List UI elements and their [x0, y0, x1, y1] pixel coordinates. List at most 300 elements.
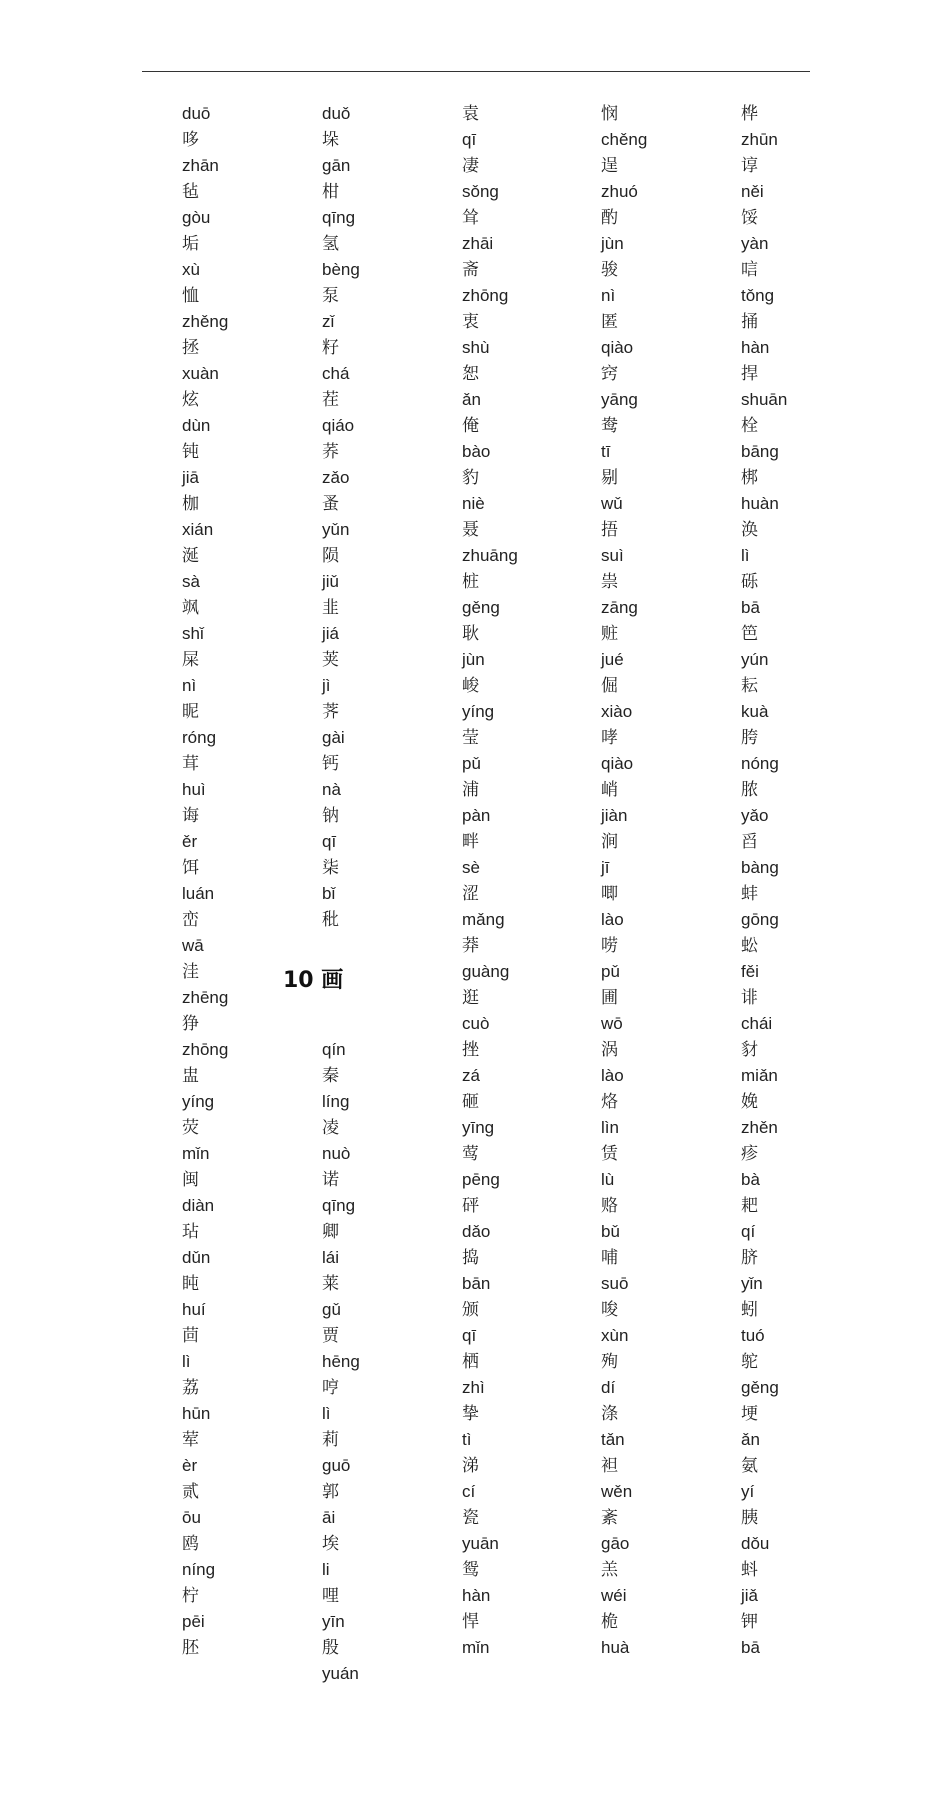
pinyin-entry: zāng [601, 598, 638, 617]
pinyin-entry: zhān [182, 156, 219, 175]
character-entry: 浦 [462, 780, 479, 800]
pinyin-entry: yuán [322, 1664, 359, 1683]
character-entry: 唆 [601, 1300, 618, 1320]
pinyin-entry: xuàn [182, 364, 219, 383]
character-entry: 倔 [601, 676, 618, 696]
character-entry: 涣 [741, 520, 758, 540]
character-entry: 捅 [741, 312, 758, 332]
pinyin-entry: tī [601, 442, 611, 461]
pinyin-entry: tuó [741, 1326, 765, 1345]
column-1 [182, 101, 302, 1661]
character-entry: 毡 [182, 182, 199, 202]
pinyin-entry: yīn [322, 1612, 345, 1631]
character-entry: 俺 [462, 416, 479, 436]
character-entry: 峭 [601, 780, 618, 800]
character-entry: 蚣 [741, 936, 758, 956]
character-entry: 唠 [601, 936, 618, 956]
pinyin-entry: gěng [741, 1378, 779, 1397]
character-entry: 洼 [182, 962, 199, 982]
character-entry: 笆 [741, 624, 758, 644]
pinyin-entry: xù [182, 260, 200, 279]
character-entry: 砸 [462, 1092, 479, 1112]
pinyin-entry: tǎn [601, 1430, 625, 1449]
character-entry: 埂 [741, 1404, 758, 1424]
character-entry: 赃 [601, 624, 618, 644]
character-entry: 畔 [462, 832, 479, 852]
character-entry: 耸 [462, 208, 479, 228]
character-entry: 唁 [741, 260, 758, 280]
pinyin-entry: cí [462, 1482, 476, 1501]
pinyin-entry: qín [322, 1040, 346, 1059]
character-entry: 韭 [322, 598, 339, 618]
pinyin-entry: huàn [741, 494, 779, 513]
character-entry: 荚 [322, 650, 339, 670]
pinyin-entry: pǔ [601, 962, 620, 981]
pinyin-entry: cuò [462, 1014, 490, 1033]
character-entry: 耙 [741, 1196, 758, 1216]
pinyin-entry: gōng [741, 910, 779, 929]
character-entry: 涩 [462, 884, 479, 904]
pinyin-entry: bàng [741, 858, 779, 877]
character-entry: 蚓 [741, 1300, 758, 1320]
pinyin-entry: hàn [462, 1586, 491, 1605]
pinyin-entry: guàng [462, 962, 510, 981]
character-entry: 蚌 [741, 884, 758, 904]
character-entry: 骏 [601, 260, 618, 280]
pinyin-entry: duō [182, 104, 211, 123]
pinyin-entry: jì [322, 676, 331, 695]
pinyin-entry: zǎo [322, 468, 350, 487]
character-entry: 屎 [182, 650, 199, 670]
pinyin-entry: pàn [462, 806, 491, 825]
character-entry: 馁 [741, 208, 758, 228]
character-entry: 悍 [462, 1612, 479, 1632]
pinyin-entry: chái [741, 1014, 773, 1033]
pinyin-entry: bèng [322, 260, 360, 279]
pinyin-entry: tì [462, 1430, 472, 1449]
character-entry: 瓷 [462, 1508, 479, 1528]
pinyin-entry: yí [741, 1482, 755, 1501]
character-entry: 鸳 [462, 1560, 479, 1580]
character-entry: 柠 [182, 1586, 199, 1606]
character-entry: 荔 [182, 1378, 199, 1398]
pinyin-entry: qīng [322, 1196, 356, 1215]
character-entry: 秦 [322, 1066, 339, 1086]
character-entry: 聂 [462, 520, 479, 540]
pinyin-entry: li [322, 1560, 330, 1579]
character-entry: 涡 [601, 1040, 618, 1060]
pinyin-entry: zá [462, 1066, 480, 1085]
character-entry: 狰 [182, 1014, 199, 1034]
character-entry: 袁 [462, 104, 479, 124]
pinyin-entry: gāo [601, 1534, 630, 1553]
character-entry: 诽 [741, 988, 758, 1008]
character-entry: 凄 [462, 156, 479, 176]
pinyin-entry: lù [601, 1170, 615, 1189]
character-entry: 剔 [601, 468, 618, 488]
character-entry: 荤 [182, 1430, 199, 1450]
character-entry: 哮 [601, 728, 618, 748]
character-entry: 哼 [322, 1378, 339, 1398]
pinyin-entry: yīng [462, 1118, 495, 1137]
character-entry: 脐 [741, 1248, 758, 1268]
pinyin-entry: róng [182, 728, 217, 747]
character-entry: 峦 [182, 910, 199, 930]
character-entry: 涕 [462, 1456, 479, 1476]
character-entry: 涤 [601, 1404, 618, 1424]
character-entry: 栓 [741, 416, 758, 436]
character-entry: 凌 [322, 1118, 339, 1138]
pinyin-entry: zhěng [182, 312, 229, 331]
pinyin-entry: jiā [182, 468, 200, 487]
character-entry: 梆 [741, 468, 758, 488]
pinyin-entry: yǐn [741, 1274, 763, 1293]
pinyin-entry: dí [601, 1378, 616, 1397]
character-entry: 疹 [741, 1144, 758, 1164]
character-entry: 茴 [182, 1326, 199, 1346]
character-entry: 钝 [182, 442, 199, 462]
character-entry: 豹 [462, 468, 479, 488]
pinyin-entry: sà [182, 572, 200, 591]
column-2 [322, 101, 442, 1687]
character-entry: 圃 [601, 988, 618, 1008]
pinyin-entry: sè [462, 858, 480, 877]
character-entry: 祟 [601, 572, 618, 592]
pinyin-entry: yǎo [741, 806, 769, 825]
pinyin-entry: sǒng [462, 182, 499, 201]
pinyin-entry: luán [182, 884, 215, 903]
pinyin-entry: bāng [741, 442, 779, 461]
pinyin-entry: lì [182, 1352, 191, 1371]
character-entry: 钠 [322, 806, 339, 826]
pinyin-entry: jī [601, 858, 610, 877]
character-entry: 脓 [741, 780, 758, 800]
character-entry: 蚪 [741, 1560, 758, 1580]
pinyin-entry: qí [741, 1222, 756, 1241]
character-entry: 泵 [322, 286, 339, 306]
pinyin-entry: ěr [182, 832, 198, 851]
character-entry: 氢 [322, 234, 339, 254]
pinyin-entry: jué [601, 650, 624, 669]
pinyin-entry: bǔ [601, 1222, 620, 1241]
pinyin-entry: něi [741, 182, 764, 201]
pinyin-entry: zhāi [462, 234, 494, 253]
pinyin-entry: shù [462, 338, 490, 357]
character-entry: 挫 [462, 1040, 479, 1060]
pinyin-entry: níng [182, 1560, 216, 1579]
pinyin-entry: xùn [601, 1326, 629, 1345]
character-entry: 桅 [601, 1612, 618, 1632]
character-entry: 涧 [601, 832, 618, 852]
pinyin-entry: qiáo [322, 416, 355, 435]
pinyin-entry: bào [462, 442, 491, 461]
character-entry: 垛 [322, 130, 339, 150]
character-entry: 秕 [322, 910, 339, 930]
pinyin-entry: ōu [182, 1508, 201, 1527]
character-entry: 峻 [462, 676, 479, 696]
character-entry: 捣 [462, 1248, 479, 1268]
pinyin-entry: qiào [601, 338, 634, 357]
pinyin-entry: dǒu [741, 1534, 770, 1553]
pinyin-entry: zhì [462, 1378, 485, 1397]
pinyin-entry: tǒng [741, 286, 775, 305]
pinyin-entry: èr [182, 1456, 198, 1475]
character-entry: 炫 [182, 390, 199, 410]
character-entry: 贾 [322, 1326, 339, 1346]
character-entry: 砾 [741, 572, 758, 592]
character-entry: 砰 [462, 1196, 479, 1216]
character-entry: 捍 [741, 364, 758, 384]
character-entry: 莱 [322, 1274, 339, 1294]
pinyin-entry: wéi [601, 1586, 627, 1605]
pinyin-entry: lái [322, 1248, 340, 1267]
character-entry: 哆 [182, 130, 199, 150]
pinyin-entry: gài [322, 728, 345, 747]
character-entry: 匿 [601, 312, 618, 332]
pinyin-entry: pēng [462, 1170, 500, 1189]
character-entry: 荠 [322, 702, 339, 722]
character-entry: 盅 [182, 1066, 199, 1086]
pinyin-entry: jiàn [601, 806, 628, 825]
character-entry: 哩 [322, 1586, 339, 1606]
pinyin-entry: suō [601, 1274, 629, 1293]
character-entry: 籽 [322, 338, 339, 358]
character-entry: 舀 [741, 832, 758, 852]
pinyin-entry: gān [322, 156, 351, 175]
character-entry: 鸵 [741, 1352, 758, 1372]
pinyin-entry: āi [322, 1508, 336, 1527]
character-entry: 耿 [462, 624, 479, 644]
character-entry: 荞 [322, 442, 339, 462]
pinyin-entry: yún [741, 650, 769, 669]
character-entry: 莽 [462, 936, 479, 956]
character-entry: 茬 [322, 390, 339, 410]
pinyin-entry: yíng [462, 702, 495, 721]
pinyin-entry: yāng [601, 390, 638, 409]
pinyin-entry: fěi [741, 962, 759, 981]
pinyin-entry: dùn [182, 416, 211, 435]
column-3 [462, 101, 582, 1661]
character-entry: 窍 [601, 364, 618, 384]
pinyin-entry: xián [182, 520, 214, 539]
character-entry: 莺 [462, 1144, 479, 1164]
character-entry: 耘 [741, 676, 758, 696]
pinyin-entry: lì [741, 546, 750, 565]
character-entry: 鸯 [601, 416, 618, 436]
character-entry: 捂 [601, 520, 618, 540]
character-entry: 逛 [462, 988, 479, 1008]
pinyin-entry: bā [741, 1638, 760, 1657]
character-entry: 哺 [601, 1248, 618, 1268]
pinyin-entry: jiá [322, 624, 340, 643]
character-entry: 恕 [462, 364, 479, 384]
character-entry: 挚 [462, 1404, 479, 1424]
character-entry: 埃 [322, 1534, 339, 1554]
pinyin-entry: bān [462, 1274, 491, 1293]
character-entry: 殷 [322, 1638, 339, 1658]
character-entry: 豺 [741, 1040, 758, 1060]
pinyin-entry: zhūn [741, 130, 778, 149]
character-entry: 赁 [601, 1144, 618, 1164]
character-entry: 陨 [322, 546, 339, 566]
pinyin-entry: dǔn [182, 1248, 211, 1267]
character-entry: 娩 [741, 1092, 758, 1112]
pinyin-entry: zhuāng [462, 546, 518, 565]
pinyin-entry: mǎng [462, 910, 505, 929]
pinyin-entry: bà [741, 1170, 760, 1189]
pinyin-entry: zhuó [601, 182, 638, 201]
pinyin-entry: dǎo [462, 1222, 491, 1241]
pinyin-entry: yàn [741, 234, 769, 253]
pinyin-entry: lìn [601, 1118, 619, 1137]
pinyin-entry: yuān [462, 1534, 499, 1553]
character-entry: 谆 [741, 156, 758, 176]
pinyin-entry: líng [322, 1092, 350, 1111]
pinyin-entry: xiào [601, 702, 633, 721]
character-entry: 桩 [462, 572, 479, 592]
pinyin-entry: qiào [601, 754, 634, 773]
character-entry: 荧 [182, 1118, 199, 1138]
character-entry: 涎 [182, 546, 199, 566]
pinyin-entry: zhōng [182, 1040, 229, 1059]
top-rule [142, 71, 810, 72]
pinyin-entry: bǐ [322, 884, 336, 903]
character-entry: 烙 [601, 1092, 618, 1112]
pinyin-entry: suì [601, 546, 624, 565]
pinyin-entry: duǒ [322, 104, 351, 123]
pinyin-entry: gěng [462, 598, 500, 617]
pinyin-entry: zhěn [741, 1118, 778, 1137]
pinyin-entry: diàn [182, 1196, 215, 1215]
character-entry: 悯 [601, 104, 618, 124]
pinyin-entry: huì [182, 780, 206, 799]
pinyin-entry: lào [601, 910, 624, 929]
character-entry: 茸 [182, 754, 199, 774]
pinyin-entry: nuò [322, 1144, 351, 1163]
pinyin-entry: jiǎ [741, 1586, 759, 1605]
character-entry: 袒 [601, 1456, 618, 1476]
pinyin-entry: hūn [182, 1404, 211, 1423]
character-entry: 胯 [741, 728, 758, 748]
pinyin-entry: nóng [741, 754, 779, 773]
character-entry: 羔 [601, 1560, 618, 1580]
section-heading-10-strokes: 10 画 [283, 968, 344, 993]
character-entry: 柑 [322, 182, 339, 202]
pinyin-entry: yíng [182, 1092, 215, 1111]
character-entry: 唧 [601, 884, 618, 904]
character-entry: 诺 [322, 1170, 339, 1190]
character-entry: 莹 [462, 728, 479, 748]
pinyin-entry: nà [322, 780, 341, 799]
pinyin-entry: lì [322, 1404, 331, 1423]
character-entry: 斋 [462, 260, 479, 280]
pinyin-entry: zhōng [462, 286, 509, 305]
character-entry: 赂 [601, 1196, 618, 1216]
character-entry: 钙 [322, 754, 339, 774]
character-entry: 拯 [182, 338, 199, 358]
character-entry: 闽 [182, 1170, 199, 1190]
character-entry: 枷 [182, 494, 199, 514]
pinyin-entry: gòu [182, 208, 211, 227]
pinyin-entry: chěng [601, 130, 648, 149]
pinyin-entry: yǔn [322, 520, 350, 539]
pinyin-entry: qī [462, 130, 477, 149]
pinyin-entry: pēi [182, 1612, 205, 1631]
pinyin-entry: kuà [741, 702, 769, 721]
character-entry: 玷 [182, 1222, 199, 1242]
character-entry: 殉 [601, 1352, 618, 1372]
pinyin-entry: miǎn [741, 1066, 778, 1085]
pinyin-entry: mǐn [462, 1638, 490, 1657]
pinyin-entry: mǐn [182, 1144, 210, 1163]
pinyin-entry: qīng [322, 208, 356, 227]
character-entry: 栖 [462, 1352, 479, 1372]
pinyin-entry: qī [462, 1326, 477, 1345]
character-entry: 氨 [741, 1456, 758, 1476]
pinyin-entry: shuān [741, 390, 788, 409]
pinyin-entry: nì [601, 286, 616, 305]
character-entry: 饵 [182, 858, 199, 878]
pinyin-entry: hēng [322, 1352, 360, 1371]
character-entry: 卿 [322, 1222, 339, 1242]
pinyin-entry: pǔ [462, 754, 481, 773]
pinyin-entry: jùn [462, 650, 485, 669]
character-entry: 颁 [462, 1300, 479, 1320]
character-entry: 垢 [182, 234, 199, 254]
pinyin-entry: wā [182, 936, 204, 955]
pinyin-entry: wěn [601, 1482, 633, 1501]
column-4 [601, 101, 721, 1661]
pinyin-entry: bā [741, 598, 760, 617]
character-entry: 蚤 [322, 494, 339, 514]
pinyin-entry: wǔ [601, 494, 623, 513]
pinyin-entry: jùn [601, 234, 624, 253]
pinyin-entry: zhēng [182, 988, 229, 1007]
pinyin-entry: gǔ [322, 1300, 341, 1319]
character-entry: 诲 [182, 806, 199, 826]
pinyin-entry: shǐ [182, 624, 204, 643]
pinyin-entry: huí [182, 1300, 206, 1319]
character-entry: 桦 [741, 104, 758, 124]
character-entry: 盹 [182, 1274, 199, 1294]
character-entry: 莉 [322, 1430, 339, 1450]
character-entry: 鸥 [182, 1534, 199, 1554]
pinyin-entry: ǎn [741, 1430, 760, 1449]
pinyin-entry: qī [322, 832, 337, 851]
pinyin-entry: huà [601, 1638, 630, 1657]
character-entry: 逞 [601, 156, 618, 176]
pinyin-entry: ǎn [462, 390, 481, 409]
character-entry: 衷 [462, 312, 479, 332]
character-entry: 恤 [182, 286, 199, 306]
pinyin-entry: chá [322, 364, 350, 383]
character-entry: 飒 [182, 598, 199, 618]
character-entry: 柒 [322, 858, 339, 878]
pinyin-entry: lào [601, 1066, 624, 1085]
pinyin-entry: zǐ [322, 312, 335, 331]
character-entry: 酌 [601, 208, 618, 228]
character-entry: 郭 [322, 1482, 339, 1502]
character-entry: 贰 [182, 1482, 199, 1502]
pinyin-entry: guō [322, 1456, 351, 1475]
pinyin-entry: hàn [741, 338, 770, 357]
character-entry: 昵 [182, 702, 199, 722]
pinyin-entry: jiǔ [322, 572, 340, 591]
column-5 [741, 101, 861, 1661]
character-entry: 胚 [182, 1638, 199, 1658]
pinyin-entry: nì [182, 676, 197, 695]
pinyin-entry: wō [601, 1014, 623, 1033]
